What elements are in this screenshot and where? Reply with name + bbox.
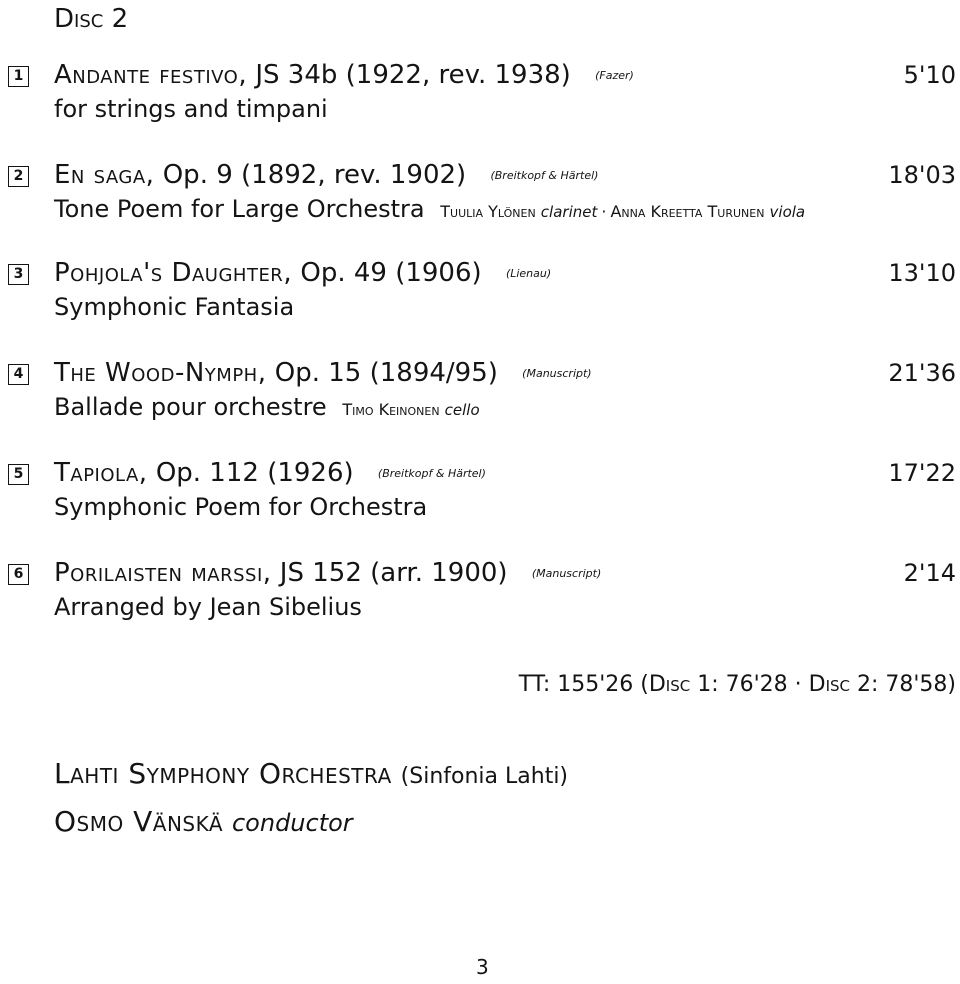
track-duration: 17'22 [888, 459, 956, 487]
track-details: Op. 15 (1894/95) [274, 358, 498, 388]
conductor-credit [54, 805, 353, 838]
total-time-prefix: TT: 155'26 ( [518, 672, 649, 697]
track-details: Op. 112 (1926) [155, 458, 354, 488]
track-subtitle: Symphonic Poem for Orchestra [54, 493, 428, 521]
orchestra-credit [54, 757, 568, 790]
orchestra-alt-name: (Sinfonia Lahti) [400, 764, 569, 789]
track-details: Op. 9 (1892, rev. 1902) [162, 160, 467, 190]
orchestra-name: Lahti Symphony Orchestra [54, 757, 392, 790]
track-heading [54, 256, 551, 291]
track-heading [54, 456, 486, 491]
track-heading [54, 158, 598, 193]
track-duration: 5'10 [903, 61, 956, 89]
total-time [519, 672, 956, 697]
performer [342, 400, 479, 419]
track-publisher: (Lienau) [505, 266, 552, 280]
track-heading [54, 356, 592, 391]
separator: · [601, 202, 607, 221]
track-title: Andante festivo, [54, 60, 248, 90]
track-subtitle: Ballade pour orchestre [54, 393, 327, 421]
track-duration: 13'10 [888, 259, 956, 287]
page-number: 3 [476, 955, 489, 979]
track-subtitle: Arranged by Jean Sibelius [54, 593, 362, 621]
track-number: 5 [8, 464, 29, 485]
track-title: The Wood-Nymph, [54, 358, 267, 388]
track-details: JS 152 (arr. 1900) [279, 558, 508, 588]
track-number: 1 [8, 66, 29, 87]
disc-label: Disc 2 [54, 4, 129, 34]
track-heading [54, 556, 601, 591]
track-subtitle: Symphonic Fantasia [54, 293, 295, 321]
track-title: Pohjola's Daughter, [54, 258, 293, 288]
track-subtitle: for strings and timpani [54, 95, 328, 123]
performer-instrument: clarinet [540, 203, 598, 221]
track-publisher: (Fazer) [595, 68, 634, 82]
track-details: Op. 49 (1906) [300, 258, 482, 288]
disc1-label: Disc [648, 672, 691, 697]
performer [610, 202, 805, 221]
performer-name: Anna Kreetta Turunen [610, 202, 765, 221]
track-subtitle: Tone Poem for Large Orchestra [54, 195, 425, 223]
track-subtitle-line [54, 194, 805, 227]
track-duration: 18'03 [888, 161, 956, 189]
track-publisher: (Breitkopf & Härtel) [490, 168, 599, 182]
track-details: JS 34b (1922, rev. 1938) [255, 60, 571, 90]
performer-instrument: cello [444, 401, 480, 419]
performer-name: Timo Keinonen [342, 400, 440, 419]
performer-instrument: viola [769, 203, 806, 221]
disc2-label: Disc [808, 672, 850, 697]
track-subtitle-line [54, 392, 480, 425]
track-duration: 2'14 [903, 559, 956, 587]
performer-name: Tuulia Ylönen [440, 202, 536, 221]
conductor-role: conductor [231, 809, 353, 837]
track-number: 2 [8, 166, 29, 187]
track-title: Tapiola, [54, 458, 148, 488]
disc1-time: 1: 76'28 · [690, 672, 809, 697]
track-publisher: (Manuscript) [522, 366, 592, 380]
performer [440, 202, 597, 221]
conductor-name: Osmo Vänskä [54, 805, 224, 838]
track-heading [54, 58, 634, 93]
track-publisher: (Breitkopf & Härtel) [377, 466, 486, 480]
track-number: 3 [8, 264, 29, 285]
track-duration: 21'36 [888, 359, 956, 387]
track-title: Porilaisten marssi, [54, 558, 272, 588]
track-title: En saga, [54, 160, 155, 190]
disc2-time: 2: 78'58) [849, 672, 956, 697]
track-publisher: (Manuscript) [531, 566, 602, 580]
track-number: 6 [8, 564, 29, 585]
track-number: 4 [8, 364, 29, 385]
